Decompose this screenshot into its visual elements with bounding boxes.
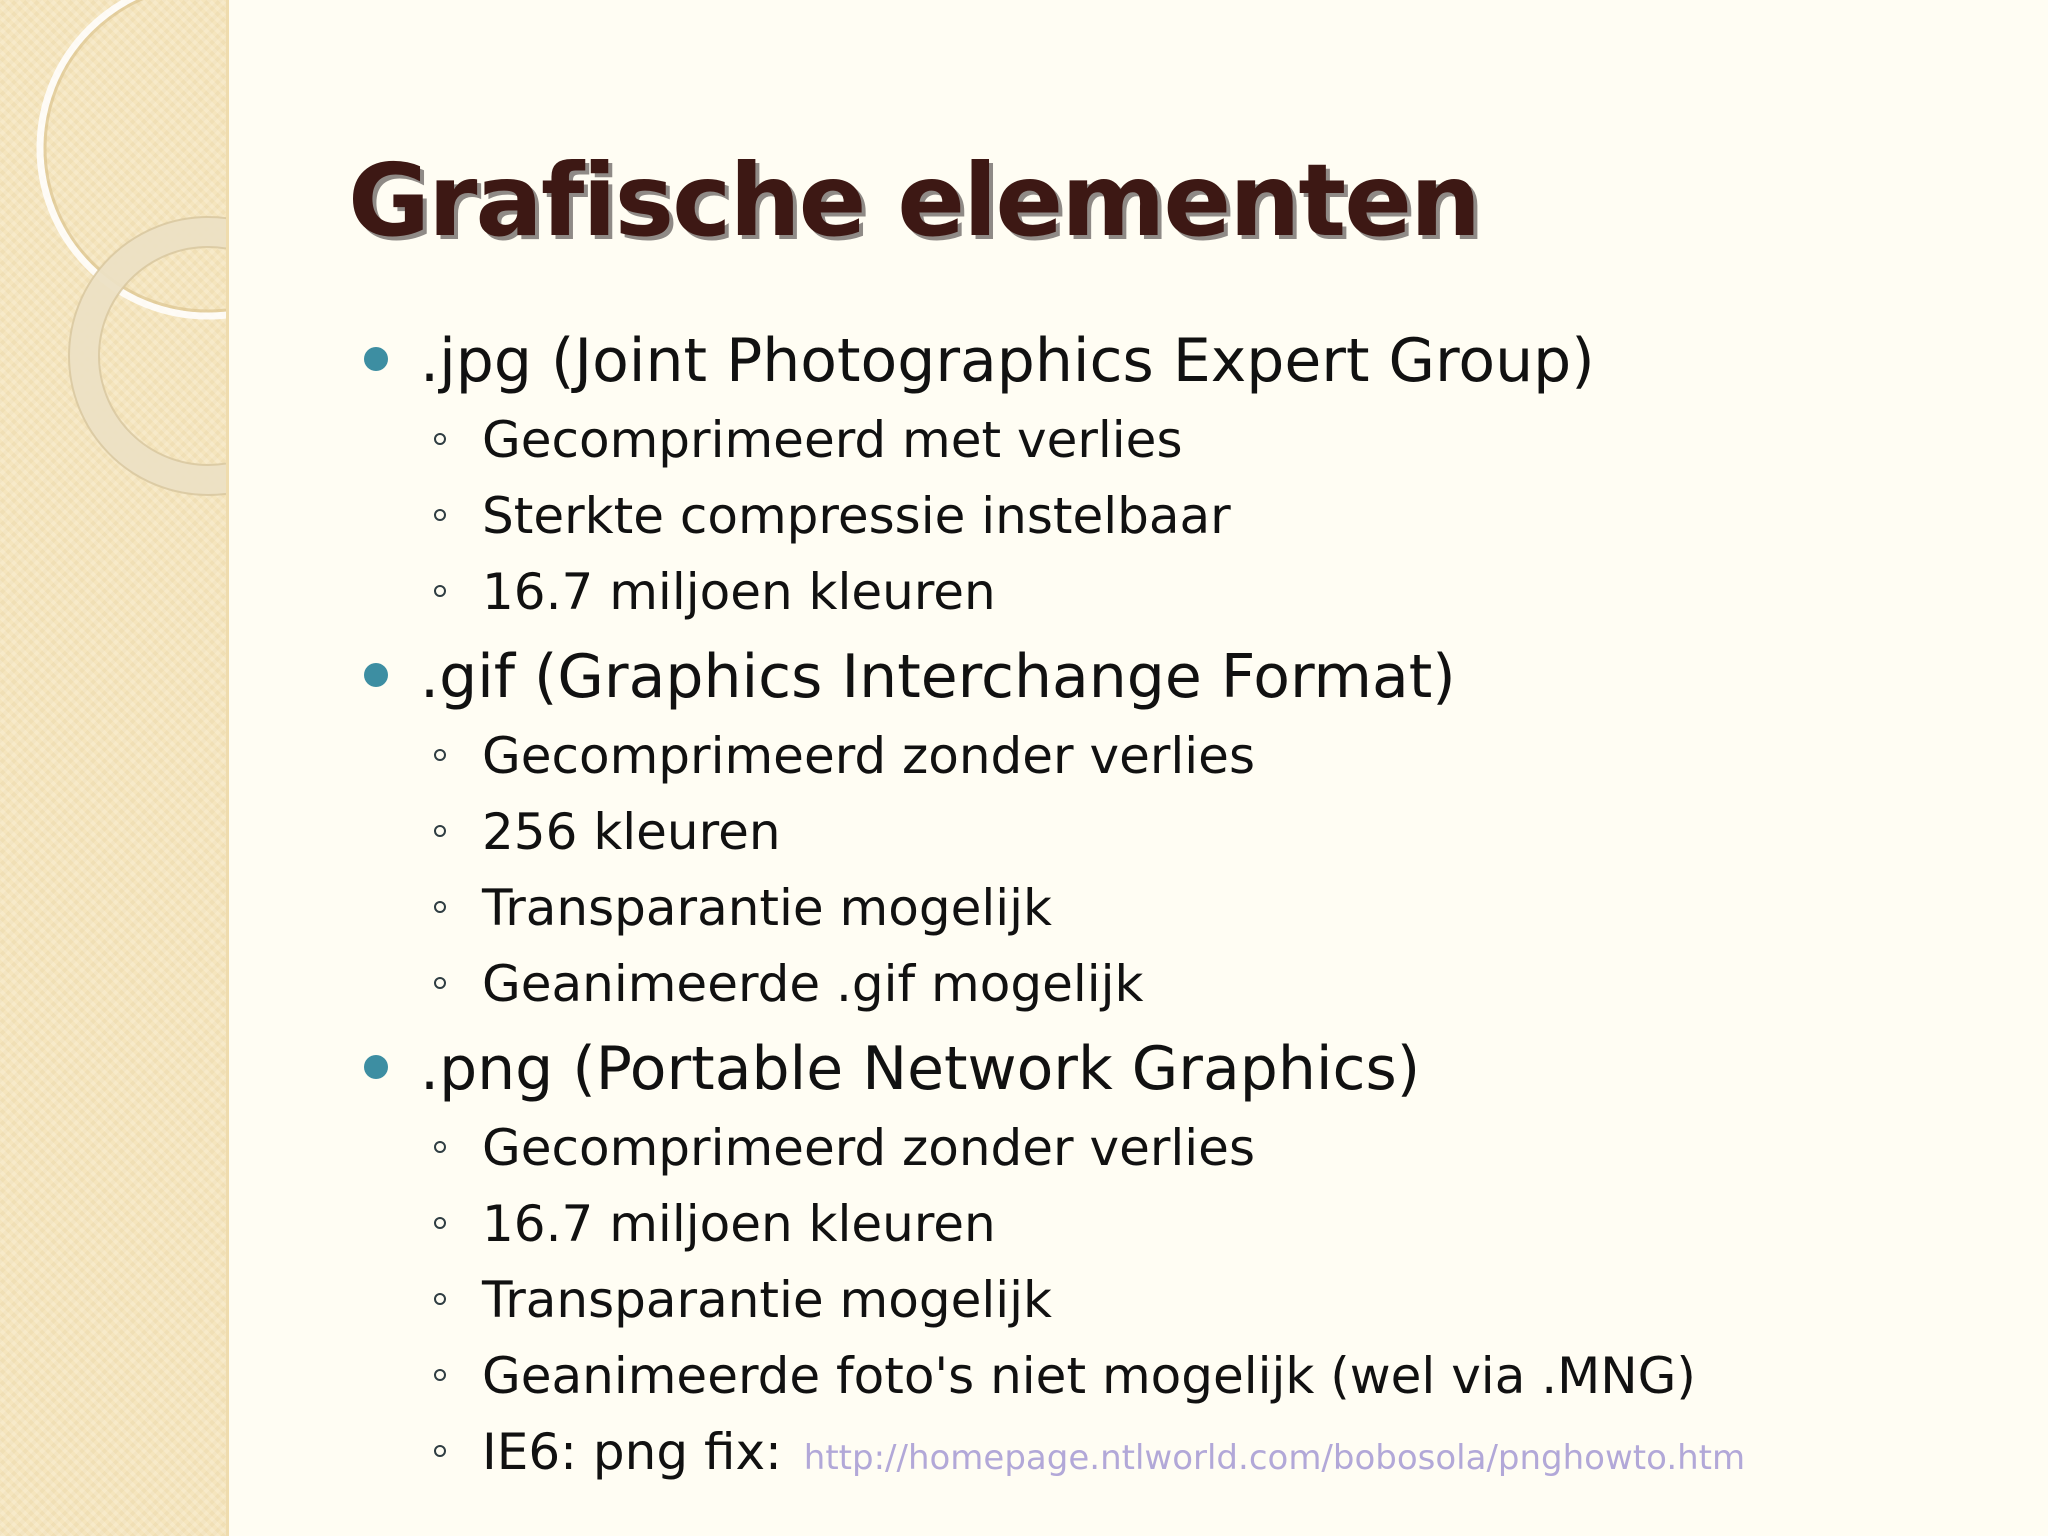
sub-item-text: Gecomprimeerd zonder verlies	[482, 727, 1255, 785]
sub-item-text: 16.7 miljoen kleuren	[482, 1195, 996, 1253]
page-title: Grafische elementen	[348, 142, 1480, 259]
sub-item	[358, 1186, 2018, 1262]
sub-item-text: Geanimeerde .gif mogelijk	[482, 955, 1144, 1013]
bullet-dot-icon	[364, 663, 388, 687]
bullet-text: .gif (Graphics Interchange Format)	[420, 642, 1456, 712]
bullet-text: .png (Portable Network Graphics)	[420, 1034, 1421, 1104]
ring-bullet-icon	[434, 585, 446, 597]
sub-item-text: 16.7 miljoen kleuren	[482, 563, 996, 621]
sub-item	[358, 1338, 2018, 1414]
ring-bullet-icon	[434, 1369, 446, 1381]
bullet-item	[358, 320, 2018, 402]
sub-item	[358, 946, 2018, 1022]
sub-item	[358, 1414, 2018, 1490]
sub-item-text: Gecomprimeerd zonder verlies	[482, 1119, 1255, 1177]
sub-item	[358, 1110, 2018, 1186]
sub-item	[358, 402, 2018, 478]
ring-bullet-icon	[434, 1293, 446, 1305]
sub-item	[358, 718, 2018, 794]
sub-item-text: Transparantie mogelijk	[482, 1271, 1052, 1329]
sub-item	[358, 870, 2018, 946]
ring-bullet-icon	[434, 1141, 446, 1153]
png-fix-link[interactable]: http://homepage.ntlworld.com/bobosola/pnghowto.htm	[803, 1438, 1746, 1478]
bullet-group-jpg	[358, 320, 2018, 630]
bullet-group-png	[358, 1028, 2018, 1490]
sub-item	[358, 478, 2018, 554]
ring-bullet-icon	[434, 1217, 446, 1229]
ring-bullet-icon	[434, 509, 446, 521]
sub-item-text: Gecomprimeerd met verlies	[482, 411, 1183, 469]
bullet-dot-icon	[364, 347, 388, 371]
ring-bullet-icon	[434, 1445, 446, 1457]
bullet-list	[358, 320, 2018, 1496]
sub-item-text: Transparantie mogelijk	[482, 879, 1052, 937]
ring-bullet-icon	[434, 825, 446, 837]
sub-item-text: 256 kleuren	[482, 803, 781, 861]
decorative-rings-graphic	[0, 0, 226, 1536]
sub-item-text: Geanimeerde foto's niet mogelijk (wel via .MNG)	[482, 1347, 1696, 1405]
ring-bullet-icon	[434, 901, 446, 913]
ring-bullet-icon	[434, 433, 446, 445]
sub-item	[358, 554, 2018, 630]
sub-item	[358, 794, 2018, 870]
ring-bullet-icon	[434, 977, 446, 989]
sub-item	[358, 1262, 2018, 1338]
decorative-side-strip	[0, 0, 229, 1536]
sub-item-text: IE6: png fix:	[482, 1423, 782, 1481]
bullet-item	[358, 636, 2018, 718]
sub-list	[358, 718, 2018, 1022]
sub-list	[358, 1110, 2018, 1490]
bullet-text: .jpg (Joint Photographics Expert Group)	[420, 326, 1595, 396]
sub-list	[358, 402, 2018, 630]
bullet-item	[358, 1028, 2018, 1110]
ring-bullet-icon	[434, 749, 446, 761]
sub-item-text: Sterkte compressie instelbaar	[482, 487, 1231, 545]
bullet-group-gif	[358, 636, 2018, 1022]
bullet-dot-icon	[364, 1055, 388, 1079]
